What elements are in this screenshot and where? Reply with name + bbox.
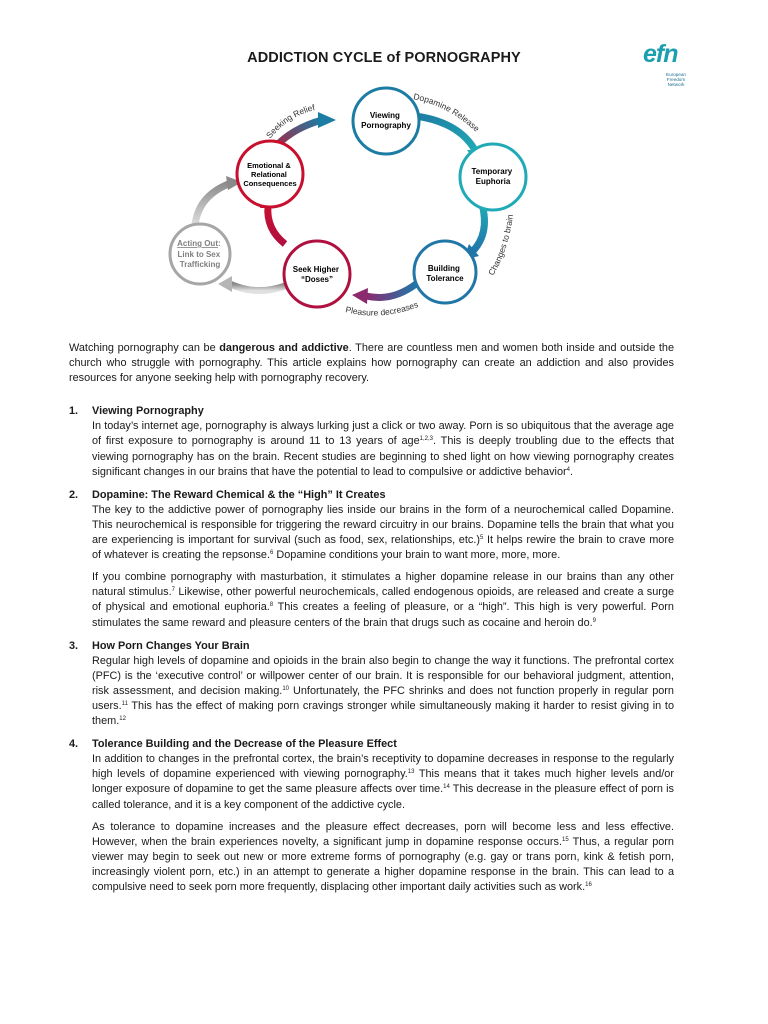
addiction-cycle-diagram — [160, 84, 560, 334]
section-heading: How Porn Changes Your Brain — [92, 639, 250, 652]
article-body — [69, 341, 674, 903]
section-paragraph: In addition to changes in the prefrontal cortex, the brain’s receptivity to dopamine decreases in response to the regularly high levels of dopamine experienced with viewing pornography.$^{13}$ This means that it takes much higher levels and/or longer exposure of dopamine to get the same pleasure affects over time.$^{14}$ This decrease in the pleasure effect of porn is called tolerance, and it is a key component of the addictive cycle. — [92, 753, 674, 811]
section-paragraph: The key to the addictive power of pornography lies inside our brains in the form of a neurochemical called Dopamine. This neurochemical is responsible for triggering the reward circuitry in our brains. Dopamine tells the brain that what you are experiencing is important for survival (such as food, sex, relationships, etc.)$^5$ It helps rewire the brain to crave more of whatever is creating the repsonse.$^6$ Dopamine conditions your brain to want more, more, more. — [92, 503, 675, 562]
label-changes-to-brain: Changes to brain — [486, 213, 515, 278]
arrow-seek-to-emotional — [268, 206, 285, 244]
section-number: 4. — [69, 738, 79, 751]
section-heading: Dopamine: The Reward Chemical & the “High” It Creates — [92, 488, 386, 501]
section-paragraph: As tolerance to dopamine increases and the pleasure effect decreases, porn will become less and less effective. However, when the brain experiences novelty, a significant jump in dopamine response occurs.$^{15}$ Thus, a regular porn viewer may begin to seek out new or more extreme forms of pornography (e.g. gay or trans porn, kink & fetish porn, increasingly violent porn, etc.) in an attempt to generate a higher dopamine response in the brain. This can lead to a compulsive need to seek porn more frequently, displacing other important daily activities such as work.$^{16}$ — [92, 820, 674, 893]
section-number: 2. — [69, 488, 79, 501]
arrow-pleasure-decreases — [366, 284, 416, 298]
node-emotional-label: Emotional & Relational Consequences — [243, 161, 297, 188]
node-tolerance-label: Building Tolerance — [426, 264, 464, 283]
intro-paragraph: Watching pornography can be dangerous and addictive. There are countless men and women both inside and outside the church who struggle with pornography. This article explains how pornography can create an addiction and also provides resources for anyone seeking help with pornography recovery. — [69, 342, 674, 385]
label-seeking-relief: Seeking Relief — [263, 102, 316, 141]
label-dopamine-release: Dopamine Release — [412, 91, 482, 134]
section-paragraph: In today’s internet age, pornography is always lurking just a click or two away. Porn is so ubiquitous that the average age of first exposure to pornography is around 11 to 13 years of age$^{1,2,3}$. This is deeply troubling due to the effects that viewing pornography has on the brain. Recent studies are beginning to shed light on how viewing pornography creates significant changes in our brains that have the potential to lead to compulsive or addictive behavior$^4$. — [92, 420, 674, 478]
logo-sub-line: European — [666, 72, 686, 77]
section-dopamine — [69, 488, 674, 631]
section-paragraph: Regular high levels of dopamine and opioids in the brain also begin to change the way it functions. The prefrontal cortex (PFC) is the ‘executive control’ or willpower center of our brain. It is responsible for our behavioral judgment, attention, risk assessment, and decision making.$^{10}$ Unfortunately, the PFC shrinks and does not function properly in regular porn users.$^{11}$ This has the effect of making porn cravings stronger while simultaneously making it harder to resist giving in to them.$^{12}$ — [92, 654, 674, 728]
section-number: 3. — [69, 639, 79, 652]
arrowhead — [318, 112, 336, 128]
node-euphoria-label: Temporary Euphoria — [471, 167, 513, 186]
node-seek-label: Seek Higher “Doses” — [292, 265, 340, 284]
arrowhead — [352, 288, 368, 304]
page-title: ADDICTION CYCLE of PORNOGRAPHY — [247, 50, 521, 66]
arrow-acting-out-lower — [230, 284, 285, 291]
logo-subtitle — [656, 72, 696, 87]
node-viewing-label: Viewing Pornography — [361, 111, 411, 130]
logo-sub-line: Network — [667, 82, 685, 87]
section-number: 1. — [69, 405, 79, 418]
logo-text: efn — [643, 40, 678, 68]
label-pleasure-decreases: Pleasure decreases — [344, 299, 420, 318]
section-heading: Viewing Pornography — [92, 405, 204, 418]
arrow-changes-to-brain — [472, 204, 484, 252]
node-acting-out-label: Acting Out: Link to Sex Trafficking — [177, 239, 221, 269]
section-viewing-pornography — [69, 404, 674, 479]
arrowhead — [218, 276, 232, 292]
node-seek-ring — [284, 241, 350, 307]
section-brain-changes — [69, 639, 674, 730]
section-heading: Tolerance Building and the Decrease of the Pleasure Effect — [92, 738, 397, 751]
efn-logo — [640, 40, 704, 90]
section-paragraph: If you combine pornography with masturbation, it stimulates a higher dopamine release in our brains than any other natural stimulus.$^7$ Likewise, other powerful neurochemicals, called endogenous opioids, are released and create a surge of physical and emotional euphoria.$^8$ This creates a feeling of pleasure, or a “high”. This high is very powerful. Porn stimulates the same reward and pleasure centers of the brain that drugs such as cocaine and heroin do.$^9$ — [92, 571, 674, 629]
logo-sub-line: Freedom — [666, 77, 686, 82]
section-tolerance — [69, 737, 674, 895]
